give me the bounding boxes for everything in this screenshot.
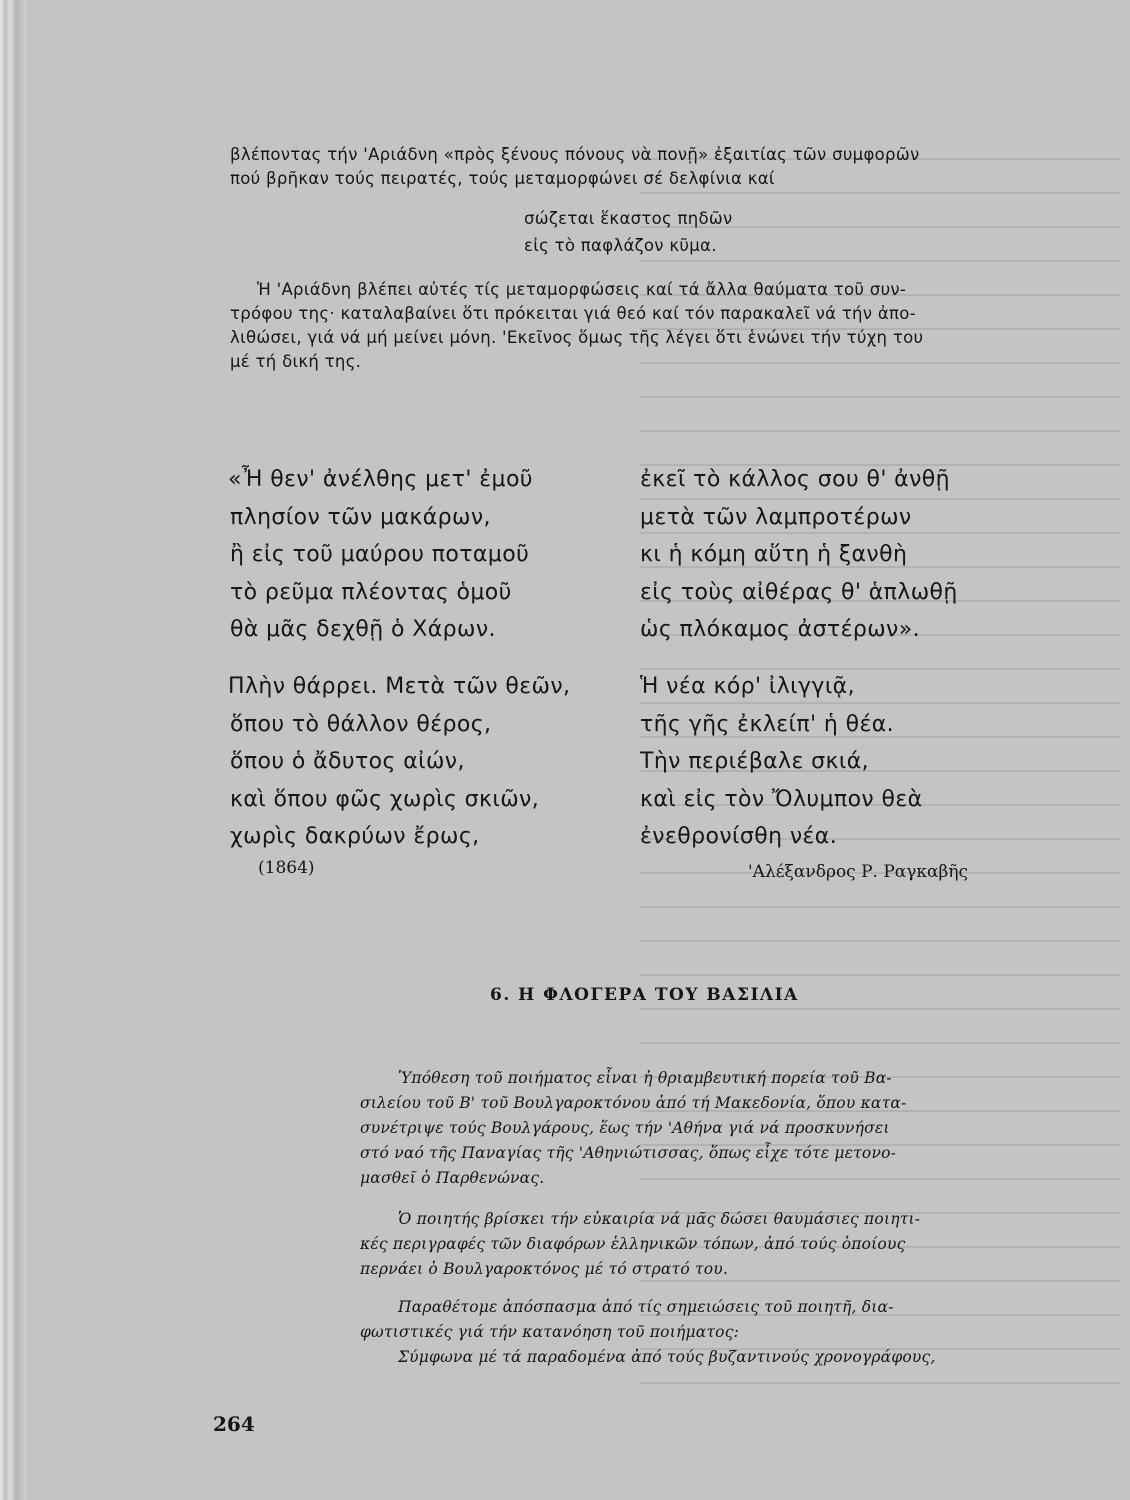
poem-author: 'Αλέξανδρος Ρ. Ραγκαβῆς: [748, 862, 969, 882]
poem-line: Ἡ νέα κόρ' ἰλιγγιᾷ,: [640, 674, 855, 699]
poem-line: πλησίον τῶν μακάρων,: [230, 504, 491, 530]
section-line: συνέτριψε τούς Βουλγάρους, ἕως τήν 'Αθήνα γιά νά προσκυνήσει: [360, 1119, 890, 1137]
section-line: Παραθέτομε ἀπόσπασμα ἀπό τίς σημειώσεις τοῦ ποιητῆ, δια-: [398, 1298, 894, 1316]
poem-line: ἐνεθρονίσθη νέα.: [640, 824, 838, 849]
section-paragraph-1: [360, 1066, 1060, 1191]
poem-right-stanza-2: [640, 668, 923, 856]
section-line: μασθεῖ ὁ Παρθενώνας.: [360, 1169, 545, 1187]
poem-line: ἢ εἰς τοῦ μαύρου ποταμοῦ: [230, 542, 530, 567]
paragraph-line: τρόφου της· καταλαβαίνει ὅτι πρόκειται γιά θεό καί τόν παρακαλεῖ νά τήν ἀπο-: [230, 304, 916, 323]
paragraph: [230, 278, 1060, 374]
intro-line-2: πού βρῆκαν τούς πειρατές, τούς μεταμορφώνει σέ δελφίνια καί: [230, 169, 775, 188]
intro-line-1: βλέποντας τήν 'Αριάδνη «πρὸς ξένους πόνους νὰ πονῇ» ἐξαιτίας τῶν συμφορῶν: [230, 145, 920, 164]
intro-quote-line-2: εἰς τὸ παφλάζον κῦμα.: [524, 236, 717, 255]
section-line: περνάει ὁ Βουλγαροκτόνος μέ τό στρατό του.: [360, 1260, 729, 1278]
section-paragraph-3: [360, 1295, 1060, 1370]
page-number: 264: [213, 1412, 255, 1436]
poem-line: ὅπου ὁ ἄδυτος αἰών,: [230, 749, 465, 774]
paragraph-line: μέ τή δική της.: [230, 352, 362, 371]
paragraph-line: λιθώσει, γιά νά μή μείνει μόνη. 'Εκεῖνος ὅμως τῆς λέγει ὅτι ἑνώνει τήν τύχη του: [230, 328, 924, 347]
poem-line: τὸ ρεῦμα πλέοντας ὁμοῦ: [230, 579, 512, 605]
intro-quote-line-1: σώζεται ἕκαστος πηδῶν: [524, 209, 733, 228]
poem-line: τῆς γῆς ἐκλείπ' ἡ θέα.: [640, 711, 895, 737]
book-page-edge: [0, 0, 26, 1500]
section-line: φωτιστικές γιά τήν κατανόηση τοῦ ποιήματος:: [360, 1323, 740, 1341]
section-line: Σύμφωνα μέ τά παραδομένα ἀπό τούς βυζαντινούς χρονογράφους,: [398, 1348, 936, 1366]
poem-line: εἰς τοὺς αἰθέρας θ' ἁπλωθῇ: [640, 579, 958, 605]
poem-line: χωρὶς δακρύων ἔρως,: [230, 824, 480, 849]
poem-line: θὰ μᾶς δεχθῇ ὁ Χάρων.: [230, 617, 496, 642]
section-line: σιλείου τοῦ Β' τοῦ Βουλγαροκτόνου ἀπό τή Μακεδονία, ὅπου κατα-: [360, 1094, 907, 1112]
poem-line: καὶ ὅπου φῶς χωρὶς σκιῶν,: [230, 786, 540, 812]
poem-line: καὶ εἰς τὸν Ὄλυμπον θεὰ: [640, 786, 923, 812]
section-paragraph-2: [360, 1207, 1060, 1282]
section-line: κές περιγραφές τῶν διαφόρων ἑλληνικῶν τόπων, ἀπό τούς ὁποίους: [360, 1235, 906, 1253]
poem-line: κι ἡ κόμη αὕτη ἡ ξανθὴ: [640, 542, 908, 567]
poem-line: «Ἦ θεν' ἀνέλθης μετ' ἐμοῦ: [228, 467, 533, 492]
section-line: Ὑπόθεση τοῦ ποιήματος εἶναι ἡ θριαμβευτική πορεία τοῦ Βα-: [398, 1069, 892, 1087]
section-line: στό ναό τῆς Παναγίας τῆς 'Αθηνιώτισσας, ὅπως εἶχε τότε μετονο-: [360, 1144, 897, 1162]
poem-line: μετὰ τῶν λαμπροτέρων: [640, 504, 912, 530]
poem-right-stanza-1: [640, 461, 958, 649]
poem-line: Τὴν περιέβαλε σκιά,: [640, 749, 869, 774]
poem-line: ἐκεῖ τὸ κάλλος σου θ' ἀνθῇ: [640, 467, 950, 492]
poem-line: ὡς πλόκαμος ἀστέρων».: [640, 617, 920, 642]
section-title: 6. Η ΦΛΟΓΕΡΑ ΤΟΥ ΒΑΣΙΛΙΑ: [490, 985, 799, 1005]
section-line: Ὁ ποιητής βρίσκει τήν εὐκαιρία νά μᾶς δώσει θαυμάσιες ποιητι-: [398, 1210, 921, 1228]
poem-line: Πλὴν θάρρει. Μετὰ τῶν θεῶν,: [228, 674, 571, 699]
paragraph-line: Ἡ 'Αριάδνη βλέπει αὐτές τίς μεταμορφώσεις καί τά ἄλλα θαύματα τοῦ συν-: [257, 280, 907, 299]
poem-year: (1864): [258, 858, 315, 878]
poem-left-stanza-2: [228, 668, 570, 856]
poem-left-stanza-1: [228, 461, 533, 649]
poem-line: ὅπου τὸ θάλλον θέρος,: [230, 711, 492, 737]
